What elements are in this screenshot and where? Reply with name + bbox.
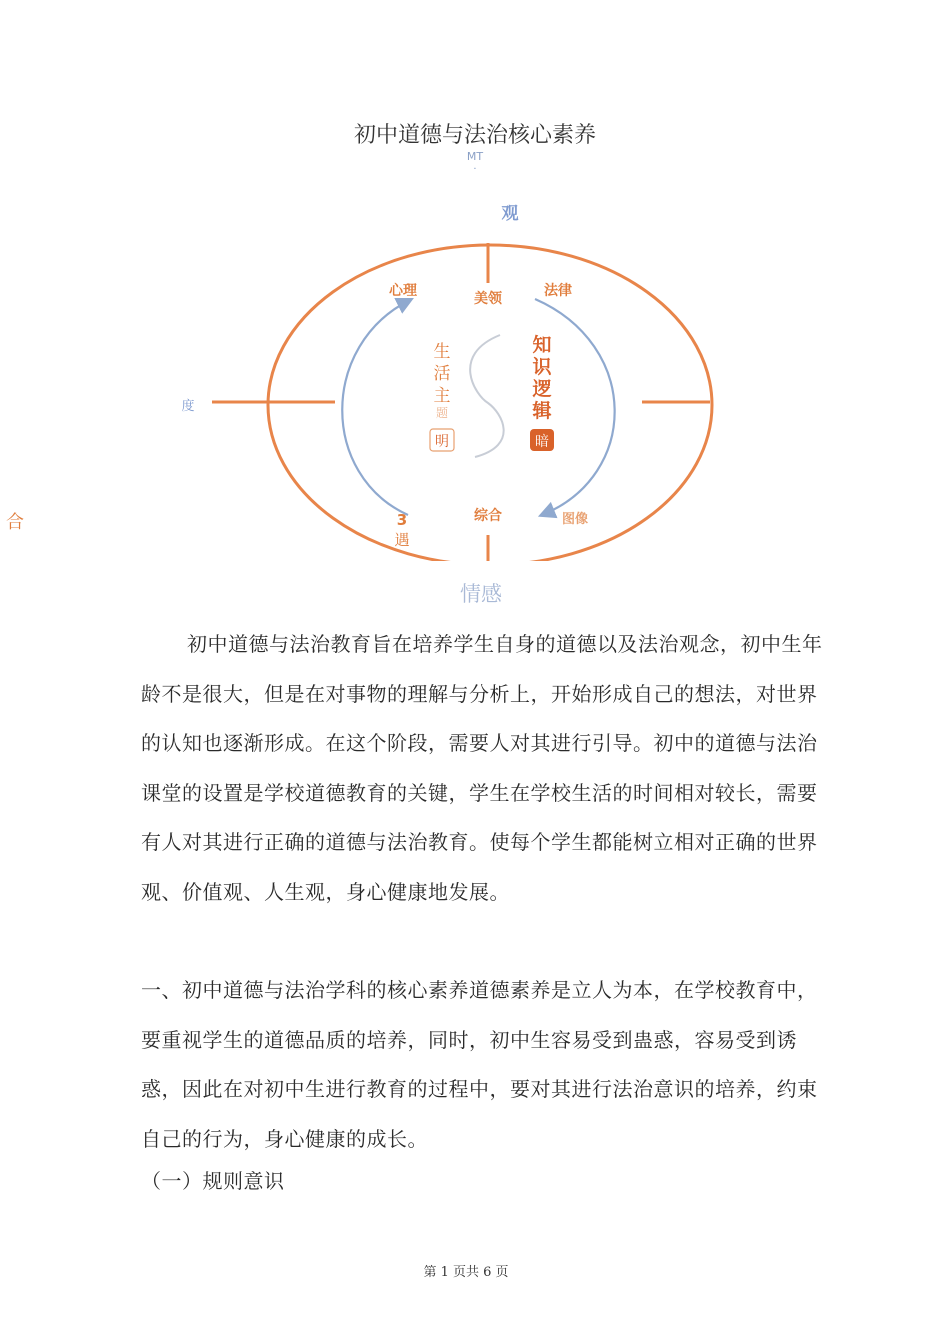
vertical-right-1: 知: [532, 334, 552, 356]
quadrant-top-right: 法律: [544, 283, 572, 299]
page-footer: 第 1 页共 6 页: [423, 1265, 509, 1280]
vertical-left-4: 题: [435, 406, 449, 420]
quadrant-top-left: 心理: [389, 283, 417, 299]
label-top: 观: [501, 204, 519, 224]
vertical-right-2: 识: [532, 356, 552, 378]
quadrant-bottom-right: 图像: [561, 512, 589, 527]
badge-left: 明: [435, 434, 449, 450]
quadrant-bottom-left-sub: 遇: [394, 531, 410, 549]
paragraph-section-one: 一、初中道德与法治学科的核心素养道德素养是立人为本，在学校教育中，要重视学生的道德品质的培养，同时，初中生容易受到蛊惑，容易受到诱惑，因此在对初中生进行教育的过程中，要对其进行法治意识的培养，约束自己的行为，身心健康的成长。: [141, 978, 818, 1151]
document-title: 初中道德与法治核心素养: [353, 123, 596, 148]
diagram-bottom-label: 情感: [460, 582, 502, 606]
vertical-right-4: 辑: [532, 400, 552, 422]
s-curve: [470, 335, 504, 457]
badge-right: 暗: [535, 434, 549, 450]
vertical-left-1: 生: [433, 342, 451, 362]
left-arc-arrow: [342, 300, 410, 515]
vertical-left-3: 主: [433, 386, 451, 406]
quadrant-bottom-left: 3: [396, 511, 408, 529]
quadrant-bottom-center: 综合: [474, 508, 502, 524]
quadrant-top-center: 美领: [474, 291, 502, 307]
mt-mark: MT: [466, 150, 484, 163]
vertical-left-2: 活: [433, 364, 451, 384]
paragraph-intro: 初中道德与法治教育旨在培养学生自身的道德以及法治观念，初中生年龄不是很大，但是在对事物的理解与分析上，开始形成自己的想法，对世界的认知也逐渐形成。在这个阶段，需要人对其进行引导。初中的道德与法治课堂的设置是学校道德教育的关键，学生在学校生活的时间相对较长，需要有人对其进行正确的道德与法治教育。使每个学生都能树立相对正确的世界观、价值观、人生观，身心健康地发展。: [141, 632, 823, 904]
dot-mark: ·: [473, 164, 477, 175]
label-left-edge: 度: [181, 399, 195, 414]
core-literacy-diagram: [170, 195, 750, 565]
subheading-rule-awareness: （一）规则意识: [141, 1169, 285, 1193]
vertical-right-3: 逻: [532, 378, 552, 400]
margin-char: 合: [6, 512, 24, 533]
